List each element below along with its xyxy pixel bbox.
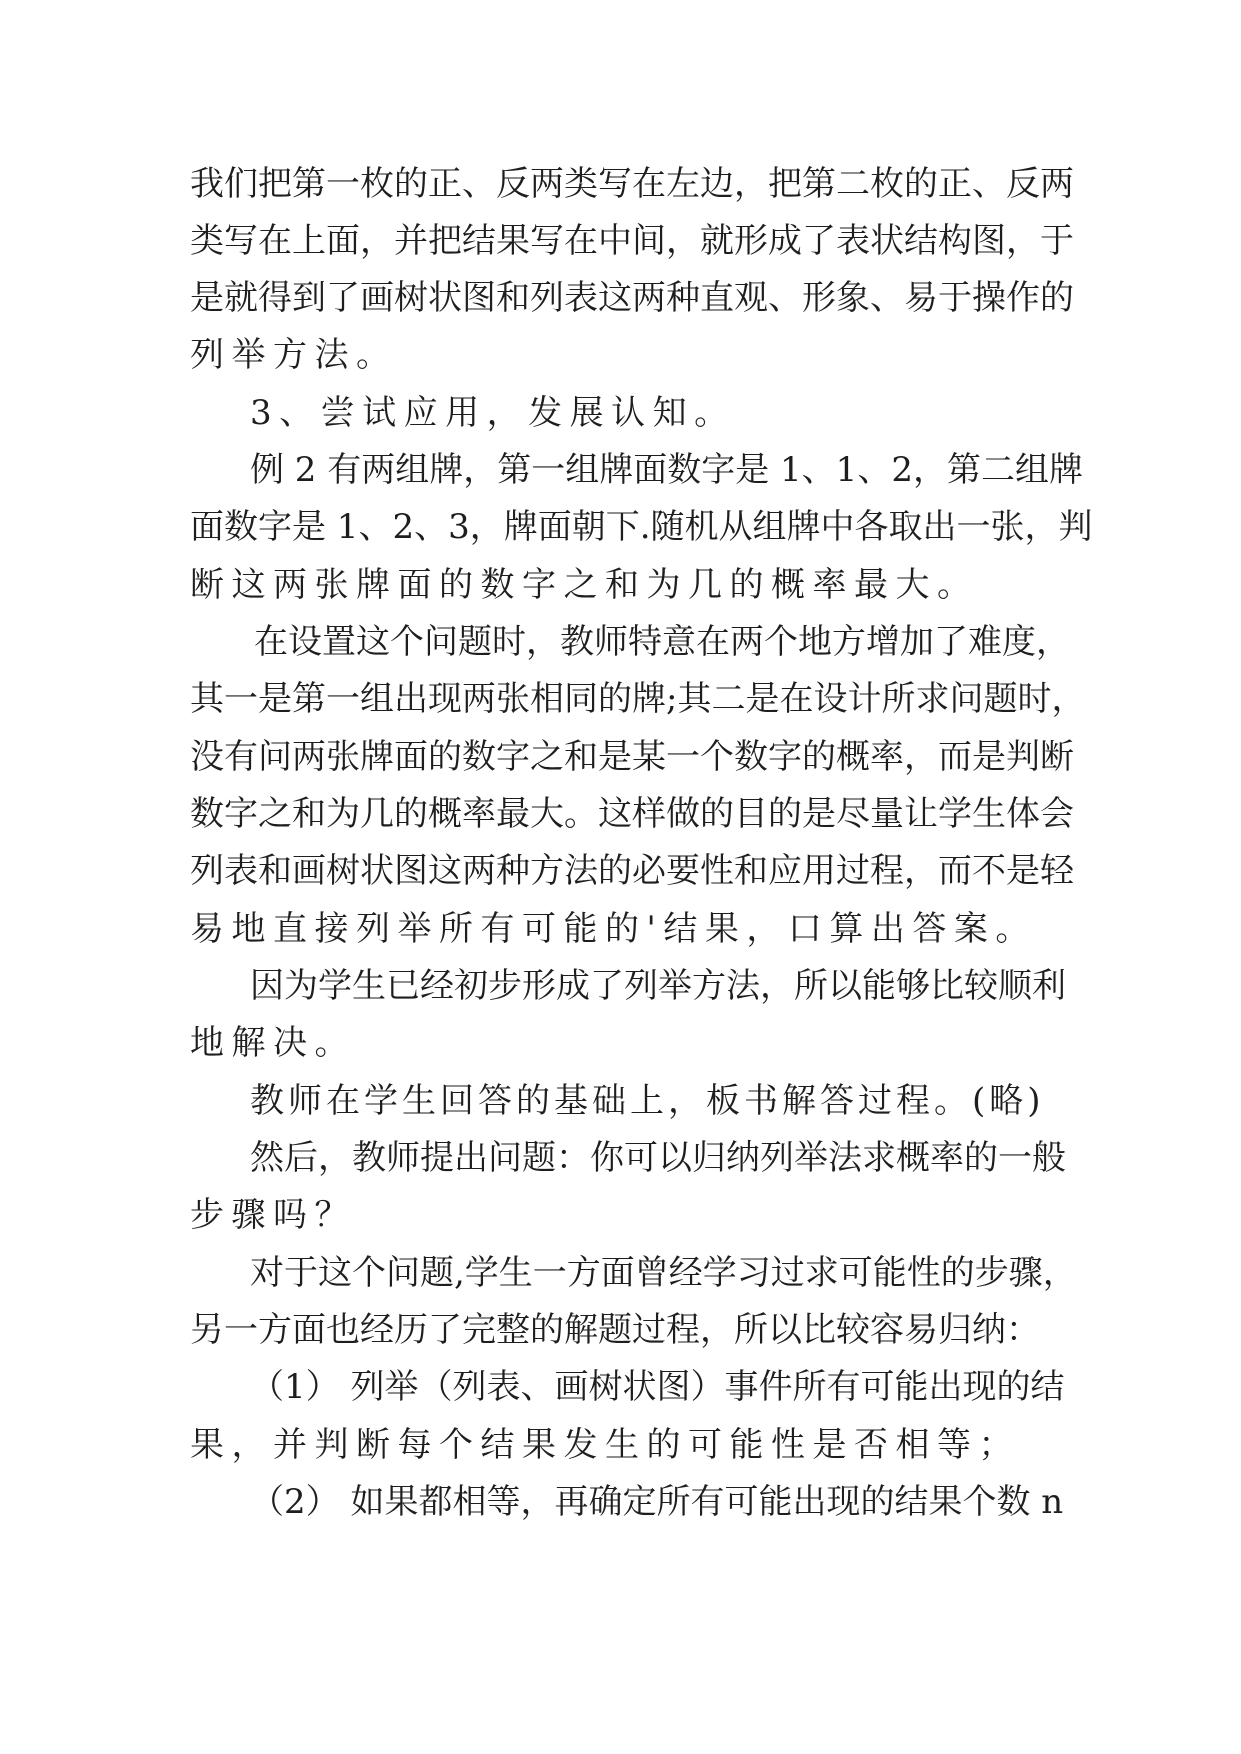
text-line: 其一是第一组出现两张相同的牌;其二是在设计所求问题时，: [190, 679, 1086, 719]
text-line: 数字之和为几的概率最大。这样做的目的是尽量让学生体会: [190, 794, 1074, 834]
text-line: 然后，教师提出问题：你可以归纳列举法求概率的一般: [250, 1138, 1066, 1178]
text-line: （1） 列举（列表、画树状图）事件所有可能出现的结: [250, 1367, 1065, 1407]
text-line: 教师在学生回答的基础上，板书解答过程。(略): [250, 1081, 1045, 1121]
text-line: 类写在上面，并把结果写在中间，就形成了表状结构图，于: [190, 221, 1074, 261]
text-line: 在设置这个问题时，教师特意在两个地方增加了难度，: [254, 622, 1070, 662]
text-line: 没有问两张牌面的数字之和是某一个数字的概率，而是判断: [190, 737, 1074, 777]
text-line: 断这两张牌面的数字之和为几的概率最大。: [190, 565, 979, 605]
text-line: 面数字是 1、2、3，牌面朝下.随机从组牌中各取出一张，判: [190, 507, 1093, 547]
text-line: 易地直接列举所有可能的'结果，口算出答案。: [190, 909, 1037, 949]
text-line: 对于这个问题,学生一方面曾经学习过求可能性的步骤，: [250, 1253, 1077, 1293]
text-line: 3、尝试应用，发展认知。: [250, 393, 736, 433]
text-line: 我们把第一枚的正、反两类写在左边，把第二枚的正、反两: [190, 164, 1074, 204]
text-line: 因为学生已经初步形成了列举方法，所以能够比较顺利: [250, 966, 1066, 1006]
text-line: 步骤吗？: [190, 1195, 356, 1235]
text-line: 地解决。: [190, 1023, 356, 1063]
text-line: 例 2 有两组牌，第一组牌面数字是 1、1、2，第二组牌: [250, 450, 1083, 490]
text-line: （2） 如果都相等，再确定所有可能出现的结果个数 n: [250, 1482, 1064, 1522]
text-line: 是就得到了画树状图和列表这两种直观、形象、易于操作的: [190, 278, 1074, 318]
text-line: 另一方面也经历了完整的解题过程，所以比较容易归纳：: [190, 1310, 1040, 1350]
text-line: 果，并判断每个结果发生的可能性是否相等；: [190, 1425, 1020, 1465]
text-line: 列表和画树状图这两种方法的必要性和应用过程，而不是轻: [190, 851, 1074, 891]
text-line: 列举方法。: [190, 335, 398, 375]
